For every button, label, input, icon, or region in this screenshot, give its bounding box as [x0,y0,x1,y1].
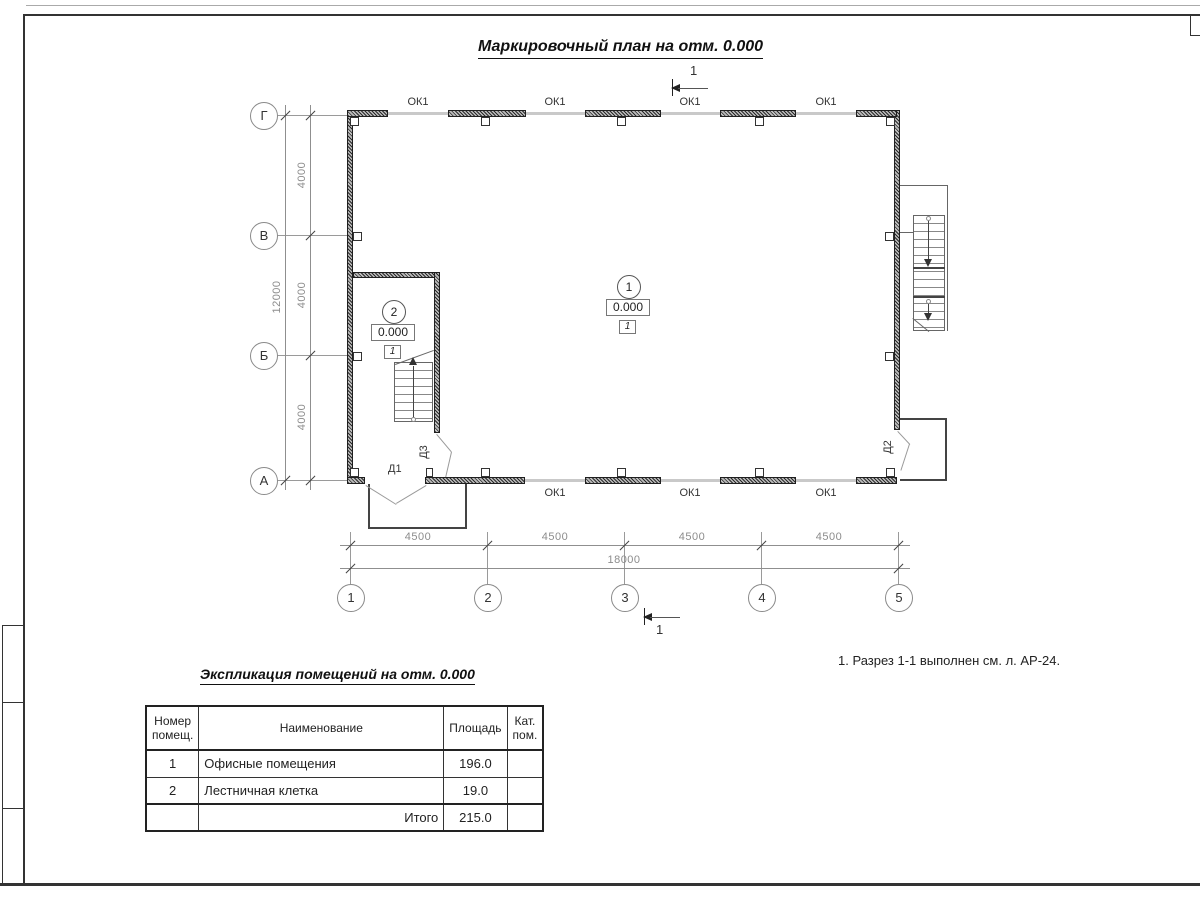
dim-left-2: 4000 [296,281,308,309]
frame-outer-top-line [26,5,1200,6]
section-mark-top-line [678,88,708,89]
axis-ext-line-5 [898,532,899,584]
window-label-ok1: ОК1 [679,96,701,108]
table-header-row [146,706,543,750]
window-ok1 [796,112,856,115]
partition-wall-horizontal [353,272,440,278]
margin-strip-vline [2,625,3,884]
pilaster [481,468,490,477]
pilaster [353,352,362,361]
header-category: Кат. пом. [507,706,543,750]
window-ok1 [661,112,720,115]
dim-bottom-2: 4500 [541,531,569,543]
section-mark-bottom-line [650,617,680,618]
window-ok1 [388,112,448,115]
pilaster [353,232,362,241]
door-label-d2: Д2 [882,440,894,454]
ext-stair-down-arrow-1 [924,259,932,267]
frame-bottom-line [0,883,1200,886]
cell-area: 196.0 [444,750,507,777]
dim-line-left-total [285,105,286,490]
pilaster [617,468,626,477]
section-mark-bottom-label: 1 [656,622,664,637]
dim-left-total: 12000 [271,280,283,314]
pilaster [350,468,359,477]
ext-stair-mid-landing-2 [913,296,945,298]
axis-bubble-col-2: 2 [474,584,502,612]
frame-top-line [23,14,1200,16]
wall-bottom-pier [856,477,897,484]
partition-wall-vertical [434,272,440,433]
room-1-floor-type: 1 [619,320,636,334]
ext-stair-right-edge [947,185,948,331]
ext-stair-landing-top [900,185,947,186]
wall-bottom-pier [425,477,525,484]
door-d3-swing-1 [436,434,452,452]
internal-stair-arrow-start [411,417,416,422]
table-row [146,750,543,777]
margin-strip-div2 [2,702,23,703]
axis-bubble-col-3: 3 [611,584,639,612]
cell-name: Офисные помещения [199,750,444,777]
frame-left-line [23,14,25,885]
plan-title: Маркировочный план на отм. 0.000 [478,38,763,59]
ext-stair-landing-bottom [900,232,913,233]
pilaster [350,117,359,126]
axis-bubble-row-a: А [250,467,278,495]
dim-bottom-total: 18000 [607,554,641,566]
axis-bubble-row-v: В [250,222,278,250]
window-label-ok1: ОК1 [815,96,837,108]
total-value: 215.0 [444,804,507,831]
pilaster [885,232,894,241]
axis-bubble-col-1: 1 [337,584,365,612]
frame-corner-box-vline [1190,14,1191,36]
dim-left-3: 4000 [296,403,308,431]
cell-category [507,777,543,804]
cell-category [507,750,543,777]
room-2-floor-type: 1 [384,345,401,359]
frame-corner-box-hline [1190,35,1200,36]
door-d3-swing-2 [445,452,452,478]
header-number: Номер помещ. [146,706,199,750]
room-2-number: 2 [382,300,406,324]
pilaster [481,117,490,126]
ext-stair-arrow-line-1 [928,221,929,260]
pilaster [886,117,895,126]
dim-bottom-3: 4500 [678,531,706,543]
cell-area: 19.0 [444,777,507,804]
cell-name: Лестничная клетка [199,777,444,804]
window-label-ok1: ОК1 [815,487,837,499]
cell-empty [146,804,199,831]
axis-bubble-row-b: Б [250,342,278,370]
axis-ext-line-2 [487,532,488,584]
total-label: Итого [199,804,444,831]
margin-strip-div3 [2,808,23,809]
pilaster [755,117,764,126]
wall-bottom-pier [347,477,365,484]
pilaster [885,352,894,361]
window-label-ok1: ОК1 [544,96,566,108]
dim-bottom-1: 4500 [404,531,432,543]
axis-ext-line-1 [350,532,351,584]
internal-stair-up-arrow [409,357,417,365]
table-row [146,777,543,804]
wall-top-pier [720,110,796,117]
door-label-d3: Д3 [418,445,430,459]
door-label-d1: Д1 [388,463,402,475]
cell-empty [507,804,543,831]
wall-top-pier [585,110,661,117]
axis-bubble-row-g: Г [250,102,278,130]
wall-bottom-pier [720,477,796,484]
window-ok1 [796,479,856,482]
window-ok1 [525,479,585,482]
wall-top-pier [347,110,388,117]
header-area: Площадь [444,706,507,750]
axis-bubble-col-4: 4 [748,584,776,612]
ext-stair-down-arrow-2 [924,313,932,321]
wall-top-pier [448,110,526,117]
ext-stair-mid-landing-1 [913,267,945,269]
cell-number: 1 [146,750,199,777]
cell-number: 2 [146,777,199,804]
room-1-number: 1 [617,275,641,299]
header-name: Наименование [199,706,444,750]
wall-right [894,110,900,430]
window-ok1 [526,112,585,115]
pilaster [617,117,626,126]
wall-left [347,110,353,484]
window-label-ok1: ОК1 [544,487,566,499]
room-2-elevation: 0.000 [371,324,415,341]
wall-bottom-pier [585,477,661,484]
axis-ext-line-4 [761,532,762,584]
section-mark-top-label: 1 [690,63,698,78]
table-title: Экспликация помещений на отм. 0.000 [200,666,475,685]
window-ok1 [661,479,720,482]
explication-table [145,705,544,832]
wall-top-pier [856,110,897,117]
margin-strip-div1 [2,625,23,626]
pilaster [886,468,895,477]
pilaster [426,468,433,477]
window-label-ok1: ОК1 [679,487,701,499]
dim-line-left-bays [310,105,311,490]
pilaster [755,468,764,477]
dim-line-bottom-total [340,568,910,569]
table-total-row [146,804,543,831]
room-1-elevation: 0.000 [606,299,650,316]
window-label-ok1: ОК1 [407,96,429,108]
section-note: 1. Разрез 1-1 выполнен см. л. АР-24. [838,653,1061,668]
internal-stair-arrow-line [413,366,414,420]
axis-bubble-col-5: 5 [885,584,913,612]
dim-bottom-4: 4500 [815,531,843,543]
dim-left-1: 4000 [296,161,308,189]
